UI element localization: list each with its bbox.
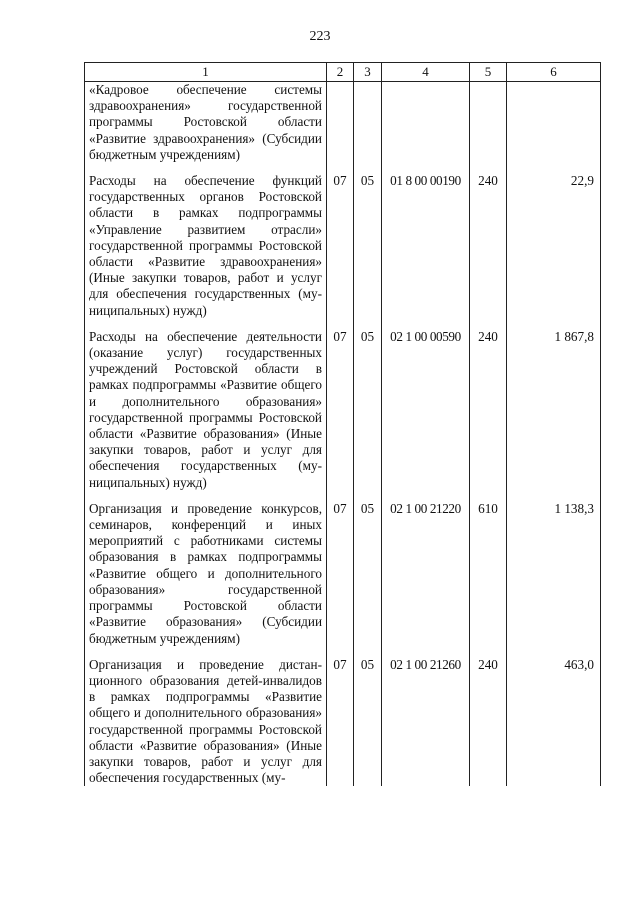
row-target-article: 01 8 00 00190 <box>382 163 470 319</box>
row-section <box>327 82 354 164</box>
row-description: Расходы на обеспечение функций государственных органов Ростовской области в рамках подпрограммы «Управление развитием отрасли» государственной программы Ростовской области «Развитие здравоохранения» (Иные закупки товаров, работ и услуг для обеспечения государственных (муниципальных) нужд) <box>85 163 327 319</box>
budget-table <box>84 62 601 786</box>
page-number: 223 <box>309 29 331 44</box>
row-target-article <box>382 82 470 164</box>
row-subsection: 05 <box>354 647 382 787</box>
row-subsection: 05 <box>354 491 382 647</box>
header-col-3: 3 <box>354 63 382 82</box>
row-expense-type <box>470 82 507 164</box>
table-row <box>85 491 601 647</box>
table-row <box>85 163 601 319</box>
row-target-article: 02 1 00 21220 <box>382 491 470 647</box>
header-col-1: 1 <box>85 63 327 82</box>
header-col-4: 4 <box>382 63 470 82</box>
row-subsection <box>354 82 382 164</box>
header-col-2: 2 <box>327 63 354 82</box>
row-expense-type: 240 <box>470 319 507 491</box>
header-row <box>85 63 601 82</box>
row-description: Организация и проведение дистанционного образования детей-инвалидов в рамках подпрограммы «Развитие общего и дополнительного образования» государственной программы Ростовской области «Развитие образования» (Иные закупки товаров, работ и услуг для обеспечения государственных (му- <box>85 647 327 787</box>
row-expense-type: 240 <box>470 163 507 319</box>
table-row <box>85 647 601 787</box>
row-amount: 463,0 <box>507 647 601 787</box>
header-col-5: 5 <box>470 63 507 82</box>
row-target-article: 02 1 00 00590 <box>382 319 470 491</box>
row-description: Организация и проведение конкурсов, семинаров, конференций и иных мероприятий с работниками системы образования в рамках подпрограммы «Развитие общего и дополнительного образования» государственной программы Ростовской области «Развитие образования» (Субсидии бюджетным учреждениям) <box>85 491 327 647</box>
row-description: Расходы на обеспечение деятельности (оказание услуг) государственных учреждений Ростовской области в рамках подпрограммы «Развитие общего и дополнительного образования» государственной программы Ростовской области «Развитие образования» (Иные закупки товаров, работ и услуг для обеспечения государственных (муниципальных) нужд) <box>85 319 327 491</box>
row-section: 07 <box>327 491 354 647</box>
row-amount: 1 138,3 <box>507 491 601 647</box>
table-body <box>85 82 601 787</box>
row-section: 07 <box>327 647 354 787</box>
table-header <box>85 63 601 82</box>
row-subsection: 05 <box>354 319 382 491</box>
row-target-article: 02 1 00 21260 <box>382 647 470 787</box>
row-expense-type: 240 <box>470 647 507 787</box>
table-row <box>85 82 601 164</box>
row-description: «Кадровое обеспечение системы здравоохранения» государственной программы Ростовской области «Развитие здравоохранения» (Субсидии бюджетным учреждениям) <box>85 82 327 164</box>
row-amount <box>507 82 601 164</box>
row-section: 07 <box>327 163 354 319</box>
row-section: 07 <box>327 319 354 491</box>
row-expense-type: 610 <box>470 491 507 647</box>
row-amount: 1 867,8 <box>507 319 601 491</box>
header-col-6: 6 <box>507 63 601 82</box>
row-amount: 22,9 <box>507 163 601 319</box>
row-subsection: 05 <box>354 163 382 319</box>
table-row <box>85 319 601 491</box>
